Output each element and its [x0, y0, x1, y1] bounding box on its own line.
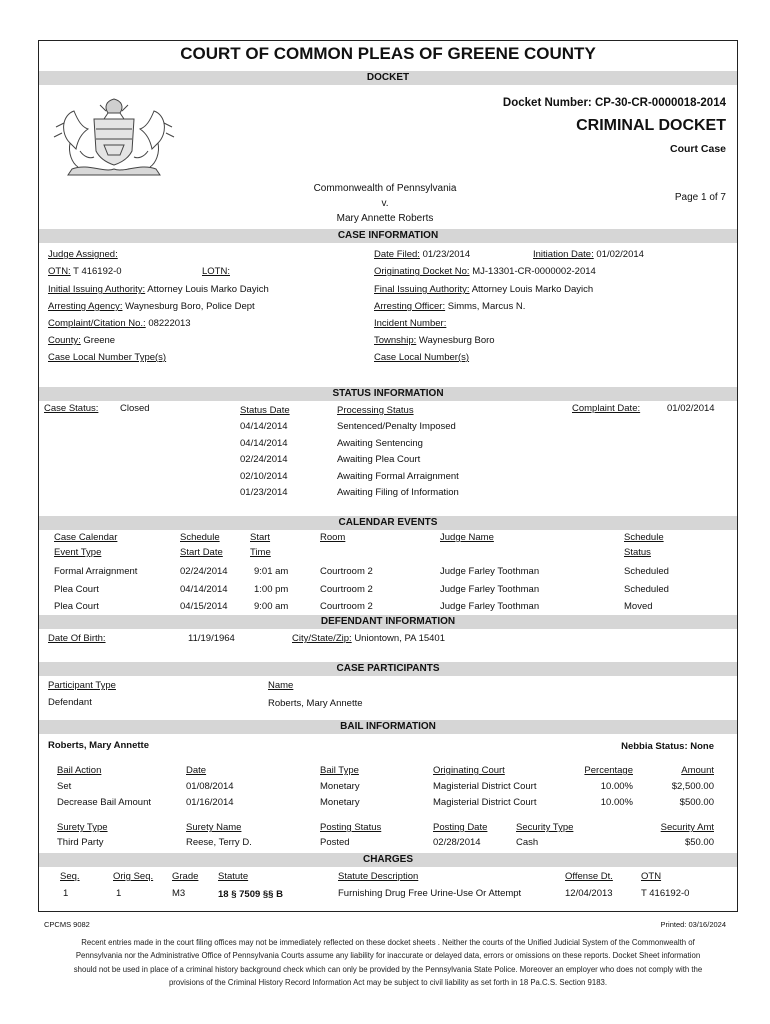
initial-issuing-authority-label: Initial Issuing Authority: [48, 284, 146, 295]
charge-header-grade: Grade [172, 871, 199, 882]
surety-name-value: Reese, Terry D. [186, 837, 252, 848]
processing-status: Awaiting Filing of Information [337, 487, 459, 498]
case-local-numbers-label: Case Local Number(s) [374, 352, 470, 363]
processing-status: Awaiting Formal Arraignment [337, 470, 459, 482]
page-indicator: Page 1 of 7 [674, 192, 726, 203]
participant-type-header: Participant Type [48, 680, 116, 691]
surety-header-posting-date: Posting Date [433, 822, 488, 833]
caption-plaintiff: Commonwealth of Pennsylvania [313, 183, 457, 194]
case-status-value: Closed [120, 403, 150, 414]
participant-type-value: Defendant [48, 697, 92, 708]
docket-type: CRIMINAL DOCKET [576, 117, 726, 134]
cal-header-event-type-2: Event Type [54, 547, 102, 558]
processing-status: Awaiting Sentencing [337, 437, 423, 449]
dob-label: Date Of Birth: [48, 633, 106, 644]
initial-issuing-authority-value: Attorney Louis Marko Dayich [147, 284, 269, 295]
dob-value: 11/19/1964 [188, 633, 235, 644]
calendar-judge: Judge Farley Toothman [440, 583, 540, 595]
charge-offense-dt-value: 12/04/2013 [565, 888, 613, 899]
bail-header-amount: Amount [681, 765, 714, 776]
charge-header-seq: Seq. [60, 871, 80, 882]
bail-header-percentage: Percentage [584, 765, 633, 776]
surety-header-type: Surety Type [57, 822, 108, 833]
calendar-room: Courtroom 2 [320, 566, 373, 577]
charge-header-orig-seq: Orig Seq. [113, 871, 154, 882]
calendar-start-time: 9:01 am [254, 566, 289, 577]
cal-header-judge: Judge Name [440, 532, 494, 543]
bail-person-name: Roberts, Mary Annette [48, 740, 149, 751]
surety-header-name: Surety Name [186, 822, 242, 833]
calendar-events-bar: CALENDAR EVENTS [39, 516, 737, 530]
complaint-citation-label: Complaint/Citation No.: [48, 318, 146, 329]
calendar-status: Scheduled [624, 583, 669, 595]
arresting-officer-value: Simms, Marcus N. [447, 301, 526, 312]
lotn-label: LOTN: [202, 266, 230, 277]
calendar-event-type: Plea Court [54, 583, 99, 595]
case-information-bar: CASE INFORMATION [39, 229, 737, 243]
form-id: CPCMS 9082 [44, 920, 90, 929]
arresting-agency-label: Arresting Agency: [48, 301, 123, 312]
bail-amount: $2,500.00 [671, 781, 714, 792]
cal-header-status-2: Status [624, 547, 651, 558]
case-status-label: Case Status: [44, 403, 99, 414]
court-case-label: Court Case [669, 143, 726, 155]
calendar-start-date: 04/15/2014 [180, 601, 228, 612]
calendar-room: Courtroom 2 [320, 583, 373, 595]
security-type-value: Cash [516, 837, 539, 848]
calendar-judge: Judge Farley Toothman [440, 566, 540, 577]
bail-header-type: Bail Type [320, 765, 359, 776]
security-amt-value: $50.00 [684, 837, 714, 848]
originating-docket-label: Originating Docket No: [374, 266, 470, 277]
county-label: County: [48, 335, 81, 346]
calendar-judge: Judge Farley Toothman [440, 601, 540, 612]
bail-date: 01/16/2014 [186, 797, 234, 808]
docket-bar: DOCKET [39, 71, 737, 85]
judge-assigned-label: Judge Assigned: [48, 249, 118, 260]
charges-bar: CHARGES [39, 853, 737, 867]
bail-percentage: 10.00% [600, 781, 633, 792]
final-issuing-authority-value: Attorney Louis Marko Dayich [471, 284, 594, 295]
township-label: Township: [374, 335, 417, 346]
charge-header-statute: Statute [218, 871, 249, 882]
status-information-bar: STATUS INFORMATION [39, 387, 737, 401]
bail-header-court: Originating Court [433, 765, 505, 776]
surety-header-security-type: Security Type [516, 822, 574, 833]
calendar-status: Scheduled [624, 566, 669, 577]
caption-versus: v. [381, 198, 389, 209]
calendar-start-time: 1:00 pm [254, 583, 289, 595]
cal-header-event-type-1: Case Calendar [54, 532, 118, 543]
complaint-date-value: 01/02/2014 [667, 403, 715, 414]
surety-header-security-amt: Security Amt [660, 822, 714, 833]
charge-description-value: Furnishing Drug Free Urine-Use Or Attempt [338, 888, 522, 899]
calendar-event-type: Plea Court [54, 601, 99, 612]
charge-orig-seq-value: 1 [116, 888, 122, 899]
bail-type: Monetary [320, 797, 360, 808]
printed-date: Printed: 03/16/2024 [660, 920, 726, 929]
status-date: 02/10/2014 [240, 470, 288, 482]
processing-status: Awaiting Plea Court [337, 454, 421, 465]
participant-name-header: Name [268, 680, 294, 691]
bail-amount: $500.00 [679, 797, 714, 808]
caption-defendant: Mary Annette Roberts [336, 213, 434, 224]
date-filed-value: 01/23/2014 [422, 249, 471, 260]
bail-information-bar: BAIL INFORMATION [39, 720, 737, 734]
disclaimer: Recent entries made in the court filing offices may not be immediately reflected on these docket sheets . Neither the courts of the Unified Judicial System of the Commonwealth of Pennsylvania nor the Administrative Office of Pennsylvania Courts assume any liability for inaccurate or delayed data, errors or omissions on these reports. Docket Sheet information should not be used in place of a criminal history background check which can only be provided by the Pennsylvania State Police. Moreover an employer who does not comply with the provisions of the Criminal History Record Information Act may be subject to civil liability as set forth in 18 Pa.C.S. Section 9183. [73, 938, 703, 987]
bail-action: Set [57, 781, 72, 792]
bail-header-action: Bail Action [57, 765, 102, 776]
cal-header-start-date-2: Start Date [180, 547, 223, 558]
posting-status-value: Posted [320, 837, 350, 848]
case-local-number-type-label: Case Local Number Type(s) [48, 352, 167, 363]
calendar-room: Courtroom 2 [320, 601, 373, 612]
charge-grade-value: M3 [172, 888, 186, 899]
arresting-agency-value: Waynesburg Boro, Police Dept [125, 301, 255, 312]
incident-number-label: Incident Number: [374, 318, 447, 329]
city-state-zip-value: Uniontown, PA 15401 [354, 633, 445, 644]
charge-seq-value: 1 [63, 888, 69, 899]
cal-header-start-time-2: Time [250, 547, 271, 558]
status-date: 04/14/2014 [240, 437, 288, 449]
bail-header-date: Date [186, 765, 207, 776]
bail-date: 01/08/2014 [186, 781, 234, 792]
complaint-citation-value: 08222013 [148, 318, 191, 329]
date-filed-label: Date Filed: [374, 249, 420, 260]
arresting-officer-label: Arresting Officer: [374, 301, 446, 312]
county-value: Greene [83, 335, 116, 346]
initiation-date-value: 01/02/2014 [596, 249, 644, 260]
processing-status-header: Processing Status [337, 405, 414, 416]
processing-status: Sentenced/Penalty Imposed [337, 421, 456, 432]
cal-header-start-time-1: Start [250, 532, 271, 543]
posting-date-value: 02/28/2014 [433, 837, 481, 848]
status-date: 04/14/2014 [240, 421, 288, 432]
defendant-information-bar: DEFENDANT INFORMATION [39, 615, 737, 629]
bail-originating-court: Magisterial District Court [433, 797, 537, 808]
charge-statute-value: 18 § 7509 §§ B [218, 889, 283, 900]
calendar-status: Moved [624, 601, 653, 612]
case-participants-bar: CASE PARTICIPANTS [39, 662, 737, 676]
status-date: 02/24/2014 [240, 454, 288, 465]
cal-header-status-1: Schedule [624, 532, 664, 543]
final-issuing-authority-label: Final Issuing Authority: [374, 284, 470, 295]
city-state-zip-label: City/State/Zip: [292, 633, 352, 644]
calendar-start-time: 9:00 am [254, 601, 289, 612]
status-date: 01/23/2014 [240, 487, 288, 498]
surety-header-posting-status: Posting Status [320, 822, 382, 833]
pennsylvania-seal-icon [48, 93, 180, 177]
bail-type: Monetary [320, 781, 360, 792]
charge-header-offense-dt: Offense Dt. [565, 871, 613, 882]
initiation-date-label: Initiation Date: [533, 249, 594, 260]
bail-percentage: 10.00% [600, 797, 633, 808]
bail-originating-court: Magisterial District Court [433, 781, 537, 792]
charge-header-otn: OTN [641, 871, 662, 882]
cal-header-room: Room [320, 532, 346, 543]
status-date-header: Status Date [240, 405, 290, 416]
charge-otn-value: T 416192-0 [641, 888, 690, 899]
originating-docket-value: MJ-13301-CR-0000002-2014 [472, 266, 596, 277]
court-title: COURT OF COMMON PLEAS OF GREENE COUNTY [180, 44, 596, 63]
bail-action: Decrease Bail Amount [57, 797, 151, 808]
otn-label: OTN: [48, 266, 71, 277]
complaint-date-label: Complaint Date: [572, 403, 641, 414]
docket-number: Docket Number: CP-30-CR-0000018-2014 [502, 97, 726, 109]
otn-value: T 416192-0 [73, 266, 122, 277]
calendar-start-date: 04/14/2014 [180, 583, 228, 595]
cal-header-start-date-1: Schedule [180, 532, 220, 543]
calendar-start-date: 02/24/2014 [180, 566, 228, 577]
township-value: Waynesburg Boro [418, 335, 495, 346]
participant-name-value: Roberts, Mary Annette [268, 698, 363, 709]
calendar-event-type: Formal Arraignment [54, 566, 138, 577]
nebbia-status: Nebbia Status: None [621, 741, 714, 752]
surety-type-value: Third Party [57, 837, 104, 848]
charge-header-description: Statute Description [338, 871, 419, 882]
